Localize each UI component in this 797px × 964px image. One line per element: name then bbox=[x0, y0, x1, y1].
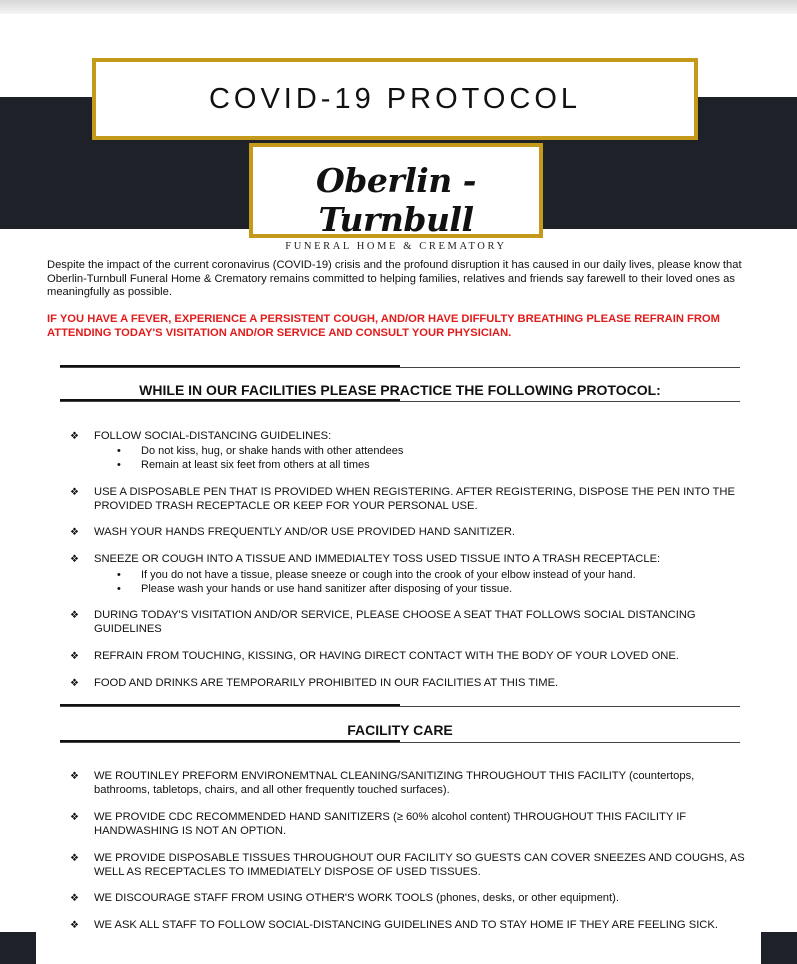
list-item-text: USE A DISPOSABLE PEN THAT IS PROVIDED WHEN REGISTERING. AFTER REGISTERING, DISPOSE THE PEN INTO THE PROVIDED TRASH RECEPTACLE OR KEEP FOR YOUR PERSONAL USE. bbox=[94, 486, 735, 512]
list-item-text: FOLLOW SOCIAL-DISTANCING GUIDELINES: bbox=[94, 430, 332, 442]
diamond-bullet-icon: ❖ bbox=[70, 527, 79, 538]
page-title: COVID-19 PROTOCOL bbox=[208, 82, 582, 115]
divider-thin bbox=[60, 706, 740, 707]
intro-paragraph: Despite the impact of the current coronavirus (COVID-19) crisis and the profound disruption it has caused in our daily lives, please know that Oberlin-Turnbull Funeral Home & Crematory remains committed to helping families, relatives and friends say farewell to their loved ones as meaningfully as possible. bbox=[47, 259, 742, 299]
list-item-text: DURING TODAY'S VISITATION AND/OR SERVICE, PLEASE CHOOSE A SEAT THAT FOLLOWS SOCIAL DISTANCING GUIDELINES bbox=[94, 609, 696, 635]
diamond-bullet-icon: ❖ bbox=[70, 554, 79, 565]
list-item-text: REFRAIN FROM TOUCHING, KISSING, OR HAVING DIRECT CONTACT WITH THE BODY OF YOUR LOVED ONE. bbox=[94, 650, 679, 662]
care-heading: FACILITY CARE bbox=[347, 722, 453, 738]
list-item-text: FOOD AND DRINKS ARE TEMPORARILY PROHIBITED IN OUR FACILITIES AT THIS TIME. bbox=[94, 677, 559, 689]
divider-thin bbox=[60, 367, 740, 368]
protocol-heading: WHILE IN OUR FACILITIES PLEASE PRACTICE THE FOLLOWING PROTOCOL: bbox=[139, 382, 661, 398]
sub-item-text: If you do not have a tissue, please sneeze or cough into the crook of your elbow instead of your hand. bbox=[141, 569, 636, 581]
title-box bbox=[92, 58, 698, 140]
diamond-bullet-icon: ❖ bbox=[70, 487, 79, 498]
list-item-text: WASH YOUR HANDS FREQUENTLY AND/OR USE PROVIDED HAND SANITIZER. bbox=[94, 526, 516, 538]
diamond-bullet-icon: ❖ bbox=[70, 431, 79, 442]
divider-thin bbox=[60, 742, 740, 743]
list-item-text: WE PROVIDE CDC RECOMMENDED HAND SANITIZERS (≥ 60% alcohol content) THROUGHOUT THIS FACILITY IF HANDWASHING IS NOT AN OPTION. bbox=[94, 811, 687, 837]
bullet-icon: • bbox=[117, 569, 121, 581]
diamond-bullet-icon: ❖ bbox=[70, 678, 79, 689]
diamond-bullet-icon: ❖ bbox=[70, 651, 79, 662]
viewer-top-bar bbox=[0, 0, 797, 14]
diamond-bullet-icon: ❖ bbox=[70, 893, 79, 904]
bullet-icon: • bbox=[117, 459, 121, 471]
bullet-icon: • bbox=[117, 445, 121, 457]
diamond-bullet-icon: ❖ bbox=[70, 610, 79, 621]
diamond-bullet-icon: ❖ bbox=[70, 771, 79, 782]
bullet-icon: • bbox=[117, 583, 121, 595]
sub-item-text: Remain at least six feet from others at all times bbox=[141, 459, 370, 471]
list-item-text: SNEEZE OR COUGH INTO A TISSUE AND IMMEDIALTEY TOSS USED TISSUE INTO A TRASH RECEPTACLE: bbox=[94, 553, 661, 565]
footer-corner-left bbox=[0, 932, 36, 964]
diamond-bullet-icon: ❖ bbox=[70, 920, 79, 931]
logo-subtitle: FUNERAL HOME & CREMATORY bbox=[285, 241, 507, 252]
logo-box bbox=[249, 143, 543, 252]
sub-item-text: Do not kiss, hug, or shake hands with other attendees bbox=[141, 445, 404, 457]
diamond-bullet-icon: ❖ bbox=[70, 812, 79, 823]
warning-paragraph: IF YOU HAVE A FEVER, EXPERIENCE A PERSISTENT COUGH, AND/OR HAVE DIFFULTY BREATHING PLEASE REFRAIN FROM ATTENDING TODAY'S VISITATION AND/OR SERVICE AND CONSULT YOUR PHYSICIAN. bbox=[47, 313, 720, 339]
list-item-text: WE PROVIDE DISPOSABLE TISSUES THROUGHOUT OUR FACILITY SO GUESTS CAN COVER SNEEZES AND COUGHS, AS WELL AS RECEPTACLES TO IMMEDIATELY DISPOSE OF USED TISSUES. bbox=[94, 852, 745, 878]
logo-name: Oberlin - Turnbull bbox=[316, 161, 476, 239]
divider-thin bbox=[60, 401, 740, 402]
list-item-text: WE ROUTINLEY PREFORM ENVIRONEMTNAL CLEANING/SANITIZING THROUGHOUT THIS FACILITY (countertops, bathrooms, tabletops, chairs, and all other frequently touched surfaces). bbox=[94, 770, 695, 796]
sub-item-text: Please wash your hands or use hand sanitizer after disposing of your tissue. bbox=[141, 583, 513, 595]
list-item-text: WE ASK ALL STAFF TO FOLLOW SOCIAL-DISTANCING GUIDELINES AND TO STAY HOME IF THEY ARE FEELING SICK. bbox=[94, 919, 718, 931]
footer-corner-right bbox=[761, 932, 797, 964]
diamond-bullet-icon: ❖ bbox=[70, 853, 79, 864]
list-item-text: WE DISCOURAGE STAFF FROM USING OTHER'S WORK TOOLS (phones, desks, or other equipment). bbox=[94, 892, 619, 904]
